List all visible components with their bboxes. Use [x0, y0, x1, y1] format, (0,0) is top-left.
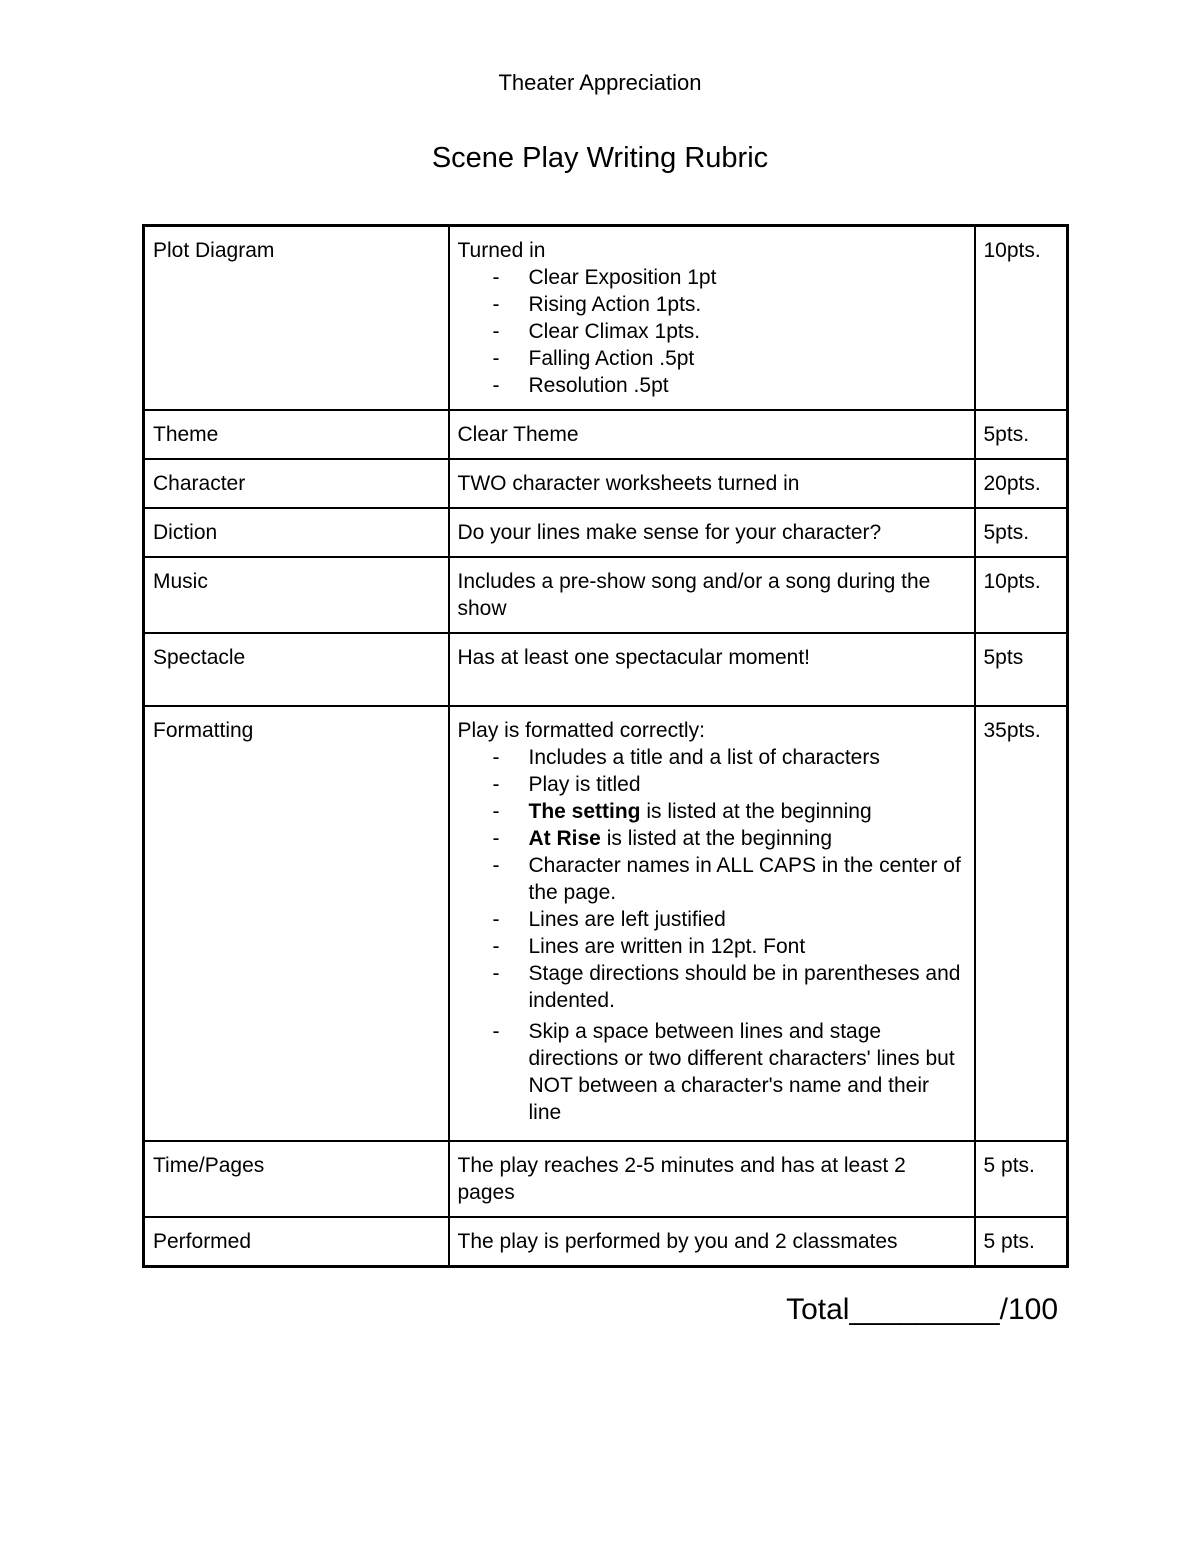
list-item: - Rising Action 1pts.: [458, 291, 966, 318]
list-item: - Skip a space between lines and stage directions or two different characters' lines but NOT between a character's name and their line: [458, 1018, 966, 1126]
bold-term: At Rise: [528, 827, 601, 850]
table-row: [144, 1141, 1068, 1217]
category-cell: Time/Pages: [144, 1141, 449, 1217]
table-row: [144, 226, 1068, 411]
category-cell: Formatting: [144, 706, 449, 1141]
points-cell: 35pts.: [975, 706, 1068, 1141]
points-cell: 5pts: [975, 633, 1068, 706]
points-cell: 10pts.: [975, 226, 1068, 411]
category-cell: Character: [144, 459, 449, 508]
list-item: - Play is titled: [458, 771, 966, 798]
description-cell: [449, 226, 975, 411]
table-row: [144, 459, 1068, 508]
description-cell: [449, 706, 975, 1141]
list-item-text: is listed at the beginning: [600, 827, 833, 850]
list-item-text: is listed at the beginning: [640, 800, 872, 823]
category-cell: Spectacle: [144, 633, 449, 706]
bold-term: The setting: [528, 800, 641, 823]
category-cell: Theme: [144, 410, 449, 459]
points-cell: 5 pts.: [975, 1141, 1068, 1217]
table-row: [144, 633, 1068, 706]
category-cell: Diction: [144, 508, 449, 557]
table-row: [144, 557, 1068, 633]
rubric-table: [142, 224, 1069, 1268]
list-item: - Stage directions should be in parentheses and indented.: [458, 960, 966, 1014]
points-cell: 20pts.: [975, 459, 1068, 508]
list-item: - Clear Climax 1pts.: [458, 318, 966, 345]
list-item: - Clear Exposition 1pt: [458, 264, 966, 291]
list-item: - Character names in ALL CAPS in the center of the page.: [458, 852, 966, 906]
table-row: [144, 410, 1068, 459]
category-cell: Plot Diagram: [144, 226, 449, 411]
description-intro: Play is formatted correctly:: [457, 719, 705, 742]
description-cell: TWO character worksheets turned in: [449, 459, 975, 508]
points-cell: 5pts.: [975, 508, 1068, 557]
list-item: [458, 825, 966, 852]
list-item: - Falling Action .5pt: [458, 345, 966, 372]
description-cell: Clear Theme: [449, 410, 975, 459]
total-score-line: Total_________/100: [786, 1293, 1058, 1326]
list-item: - Lines are written in 12pt. Font: [458, 933, 966, 960]
table-row: [144, 508, 1068, 557]
category-cell: Music: [144, 557, 449, 633]
description-cell: Includes a pre-show song and/or a song during the show: [449, 557, 975, 633]
points-cell: 5pts.: [975, 410, 1068, 459]
list-item: [458, 798, 966, 825]
criteria-list: [458, 264, 966, 399]
description-intro: Turned in: [457, 239, 546, 262]
page-title: Scene Play Writing Rubric: [431, 142, 769, 174]
table-row: [144, 1217, 1068, 1267]
description-cell: The play reaches 2-5 minutes and has at least 2 pages: [449, 1141, 975, 1217]
table-row: [144, 706, 1068, 1141]
points-cell: 5 pts.: [975, 1217, 1068, 1267]
description-cell: Do your lines make sense for your character?: [449, 508, 975, 557]
description-cell: The play is performed by you and 2 classmates: [449, 1217, 975, 1267]
list-item: - Includes a title and a list of characters: [458, 744, 966, 771]
list-item: - Resolution .5pt: [458, 372, 966, 399]
criteria-list: [458, 744, 966, 1126]
course-header: Theater Appreciation: [498, 70, 702, 95]
points-cell: 10pts.: [975, 557, 1068, 633]
list-item: - Lines are left justified: [458, 906, 966, 933]
description-cell: Has at least one spectacular moment!: [449, 633, 975, 706]
category-cell: Performed: [144, 1217, 449, 1267]
